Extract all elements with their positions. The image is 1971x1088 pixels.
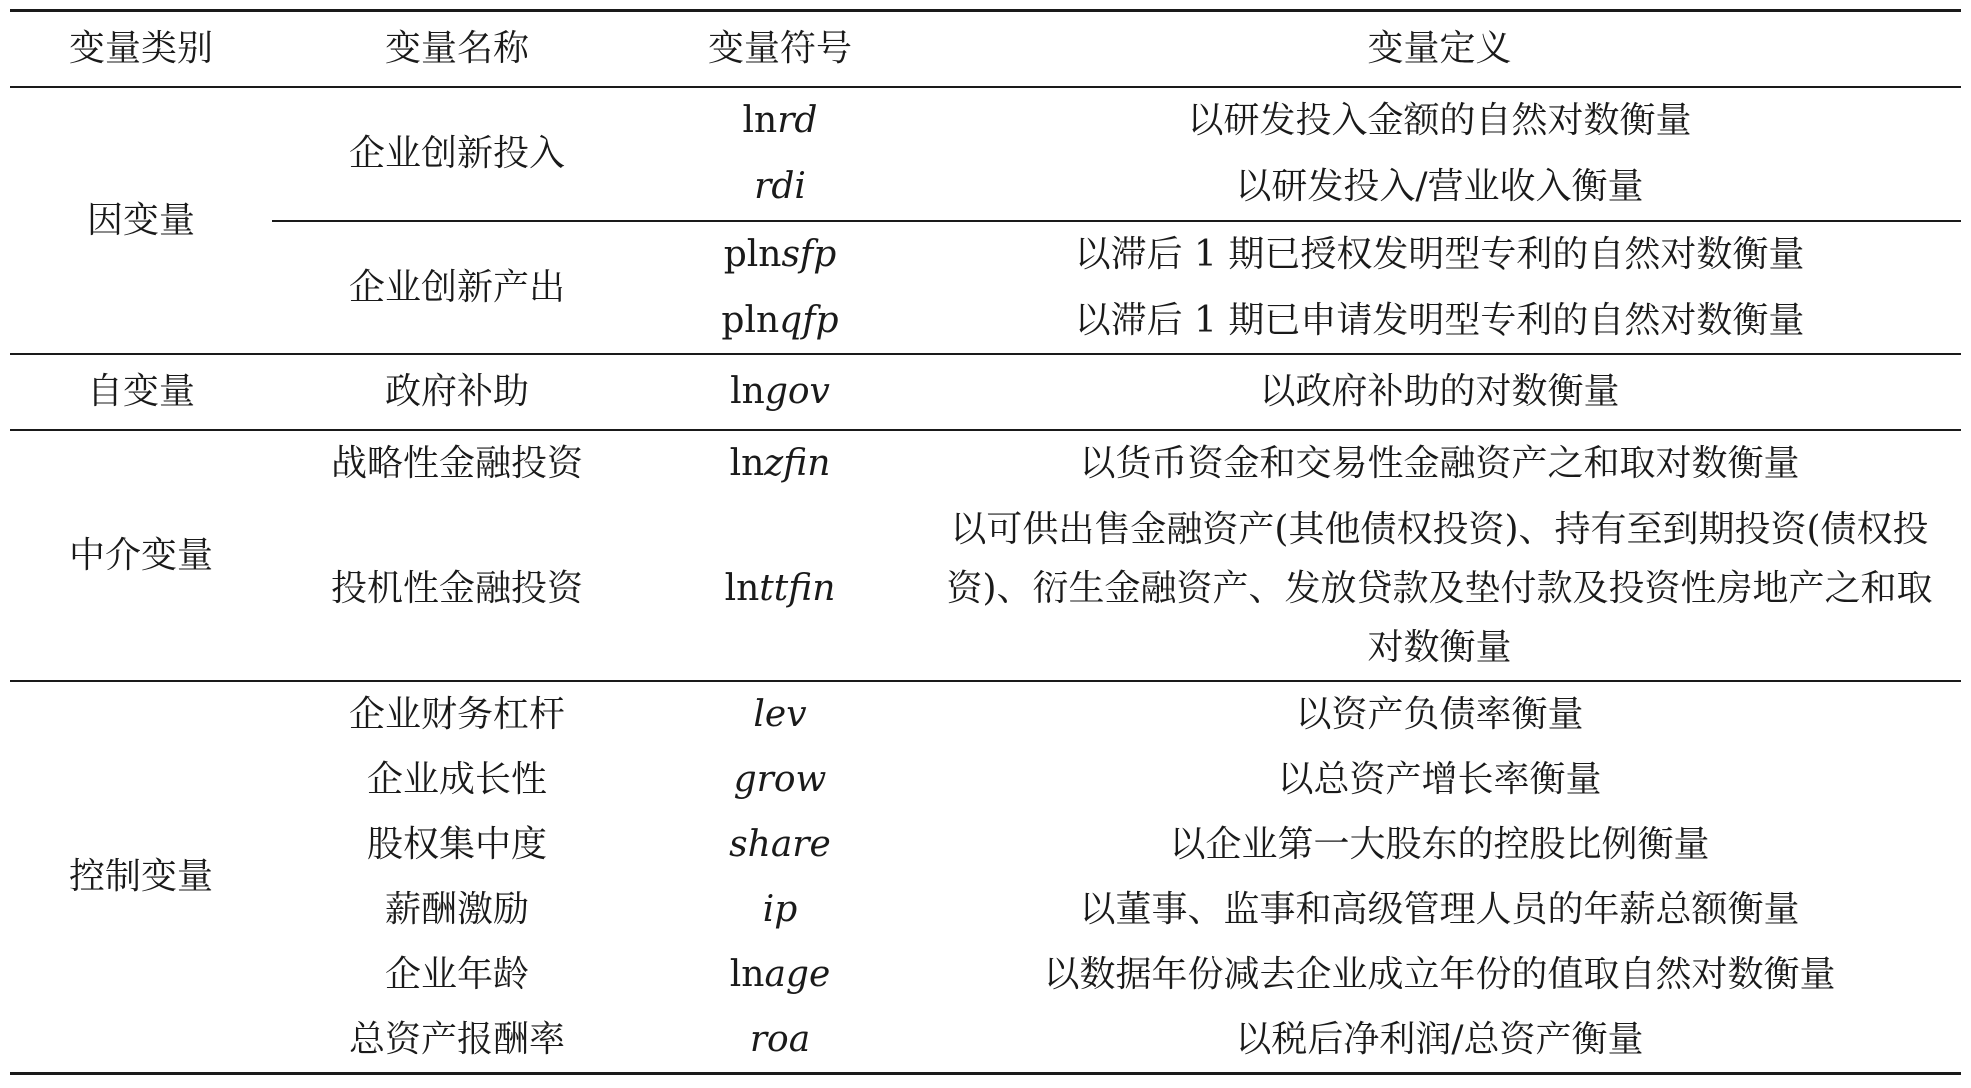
var-symbol [642,154,918,221]
header-name: 变量名称 [272,11,642,88]
header-symbol: 变量符号 [642,11,918,88]
var-symbol [642,87,918,154]
var-name: 总资产报酬率 [272,1007,642,1074]
var-symbol [642,354,918,430]
var-symbol [642,942,918,1007]
category-independent: 自变量 [10,354,272,430]
symbol-italic: rdi [754,166,806,208]
category-mediator: 中介变量 [10,430,272,681]
header-definition: 变量定义 [918,11,1961,88]
symbol-prefix: ln [724,567,760,609]
symbol-italic: ttfin [759,567,836,609]
symbol-italic: age [764,953,831,995]
symbol-prefix: ln [729,443,765,485]
var-name: 企业财务杠杆 [348,693,565,735]
var-symbol [642,681,918,747]
symbol-italic: qfp [779,299,839,341]
symbol-prefix: ln [729,953,765,995]
var-definition: 以研发投入金额的自然对数衡量 [1187,100,1692,142]
symbol-italic: grow [733,758,827,800]
symbol-italic: roa [749,1018,811,1060]
var-symbol [642,430,918,497]
symbol-italic: share [729,823,831,865]
var-name: 投机性金融投资 [272,497,642,681]
symbol-prefix: pln [721,299,780,341]
var-name: 政府补助 [272,354,642,430]
symbol-italic: sfp [781,234,837,276]
var-definition: 以董事、监事和高级管理人员的年薪总额衡量 [1079,888,1800,930]
table-row [10,812,1961,877]
var-name: 企业年龄 [384,953,529,995]
table-row [10,747,1961,812]
var-name: 股权集中度 [366,823,547,865]
var-definition: 以政府补助的对数衡量 [918,354,1961,430]
var-symbol [642,877,918,942]
symbol-prefix: ln [742,100,778,142]
category-dependent: 因变量 [10,87,272,354]
var-name: 薪酬激励 [384,888,529,930]
var-name-innovation-input: 企业创新投入 [272,87,642,221]
symbol-italic: lev [753,693,807,735]
table-row [10,430,1961,497]
var-name: 战略性金融投资 [330,443,583,485]
table-row [10,1007,1961,1074]
header-category: 变量类别 [10,11,272,88]
symbol-italic: zfin [764,443,831,485]
var-definition: 以总资产增长率衡量 [1277,758,1602,800]
var-definition: 以企业第一大股东的控股比例衡量 [1169,823,1710,865]
var-symbol [642,1007,918,1074]
table-row [10,877,1961,942]
symbol-italic: gov [764,371,830,413]
var-definition: 以税后净利润/总资产衡量 [918,1007,1961,1074]
var-definition: 以滞后 1 期已申请发明型专利的自然对数衡量 [918,288,1961,354]
var-name: 企业成长性 [366,758,547,800]
var-symbol [642,288,918,354]
table-row [10,221,1961,288]
category-control: 控制变量 [10,681,272,1074]
var-symbol [642,221,918,288]
table-row [10,497,1961,681]
var-definition: 以资产负债率衡量 [1295,693,1584,735]
table-row [10,681,1961,747]
var-name-innovation-output: 企业创新产出 [272,221,642,354]
table-row [10,87,1961,154]
var-definition: 以研发投入/营业收入衡量 [918,154,1961,221]
var-definition: 以滞后 1 期已授权发明型专利的自然对数衡量 [1074,234,1805,276]
var-symbol [642,497,918,681]
variable-definition-table [10,9,1961,1075]
symbol-prefix: ln [730,371,765,413]
var-symbol [642,812,918,877]
symbol-italic: ip [762,888,798,930]
table-row [10,942,1961,1007]
var-symbol [642,747,918,812]
var-definition: 以货币资金和交易性金融资产之和取对数衡量 [1079,443,1800,485]
var-definition: 以数据年份减去企业成立年份的值取自然对数衡量 [1043,953,1836,995]
table-row [10,354,1961,430]
var-definition: 以可供出售金融资产(其他债权投资)、持有至到期投资(债权投资)、衍生金融资产、发放贷款及垫付款及投资性房地产之和取对数衡量 [918,497,1961,681]
symbol-prefix: pln [723,234,782,276]
symbol-italic: rd [777,100,818,142]
header-row [10,11,1961,88]
